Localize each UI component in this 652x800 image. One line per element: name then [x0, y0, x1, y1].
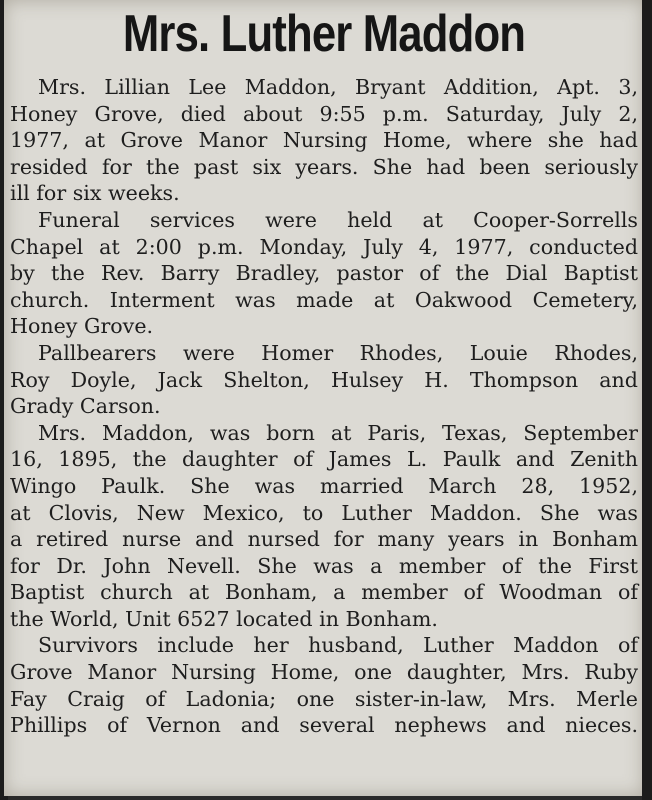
text-line: Honey Grove, died about 9:55 p.m. Saturday, July 2,: [10, 101, 638, 126]
scan-border-right: [642, 0, 652, 800]
obituary-headline: Mrs. Luther Maddon: [122, 5, 526, 63]
text-line: ill for six weeks.: [10, 181, 180, 206]
text-line: 16, 1895, the daughter of James L. Paulk and Zenith: [10, 447, 638, 472]
newspaper-clipping: [4, 0, 644, 796]
text-line: resided for the past six years. She had been seriously: [10, 154, 638, 179]
text-line: Fay Craig of Ladonia; one sister-in-law, Mrs. Merle: [10, 686, 638, 711]
text-line: Funeral services were held at Cooper-Sorrells: [38, 207, 638, 232]
text-line: Baptist church at Bonham, a member of Woodman of: [10, 580, 638, 605]
text-line: Mrs. Lillian Lee Maddon, Bryant Addition, Apt. 3,: [38, 75, 638, 99]
text-line: the World, Unit 6527 located in Bonham.: [10, 606, 438, 631]
text-line: Pallbearers were Homer Rhodes, Louie Rhodes,: [38, 340, 638, 365]
text-line: Mrs. Maddon, was born at Paris, Texas, September: [38, 420, 638, 445]
text-line: Survivors include her husband, Luther Maddon of: [38, 633, 638, 658]
obituary-body: [10, 74, 638, 739]
text-line: at Clovis, New Mexico, to Luther Maddon. She was: [10, 500, 638, 525]
text-line: Chapel at 2:00 p.m. Monday, July 4, 1977, conducted: [10, 234, 638, 259]
text-line: Roy Doyle, Jack Shelton, Hulsey H. Thompson and: [10, 367, 638, 392]
text-line: 1977, at Grove Manor Nursing Home, where she had: [10, 128, 638, 153]
text-line: church. Interment was made at Oakwood Cemetery,: [10, 287, 638, 312]
text-line: for Dr. John Nevell. She was a member of the First: [10, 553, 638, 578]
text-line: Honey Grove.: [10, 314, 154, 339]
text-line: by the Rev. Barry Bradley, pastor of the Dial Baptist: [10, 261, 638, 286]
text-line: a retired nurse and nursed for many years in Bonham: [10, 527, 638, 552]
text-line: Wingo Paulk. She was married March 28, 1952,: [10, 473, 638, 498]
text-line: Grady Carson.: [10, 394, 161, 419]
text-line: Grove Manor Nursing Home, one daughter, Mrs. Ruby: [10, 660, 638, 685]
text-line: Phillips of Vernon and several nephews and nieces.: [10, 713, 638, 738]
